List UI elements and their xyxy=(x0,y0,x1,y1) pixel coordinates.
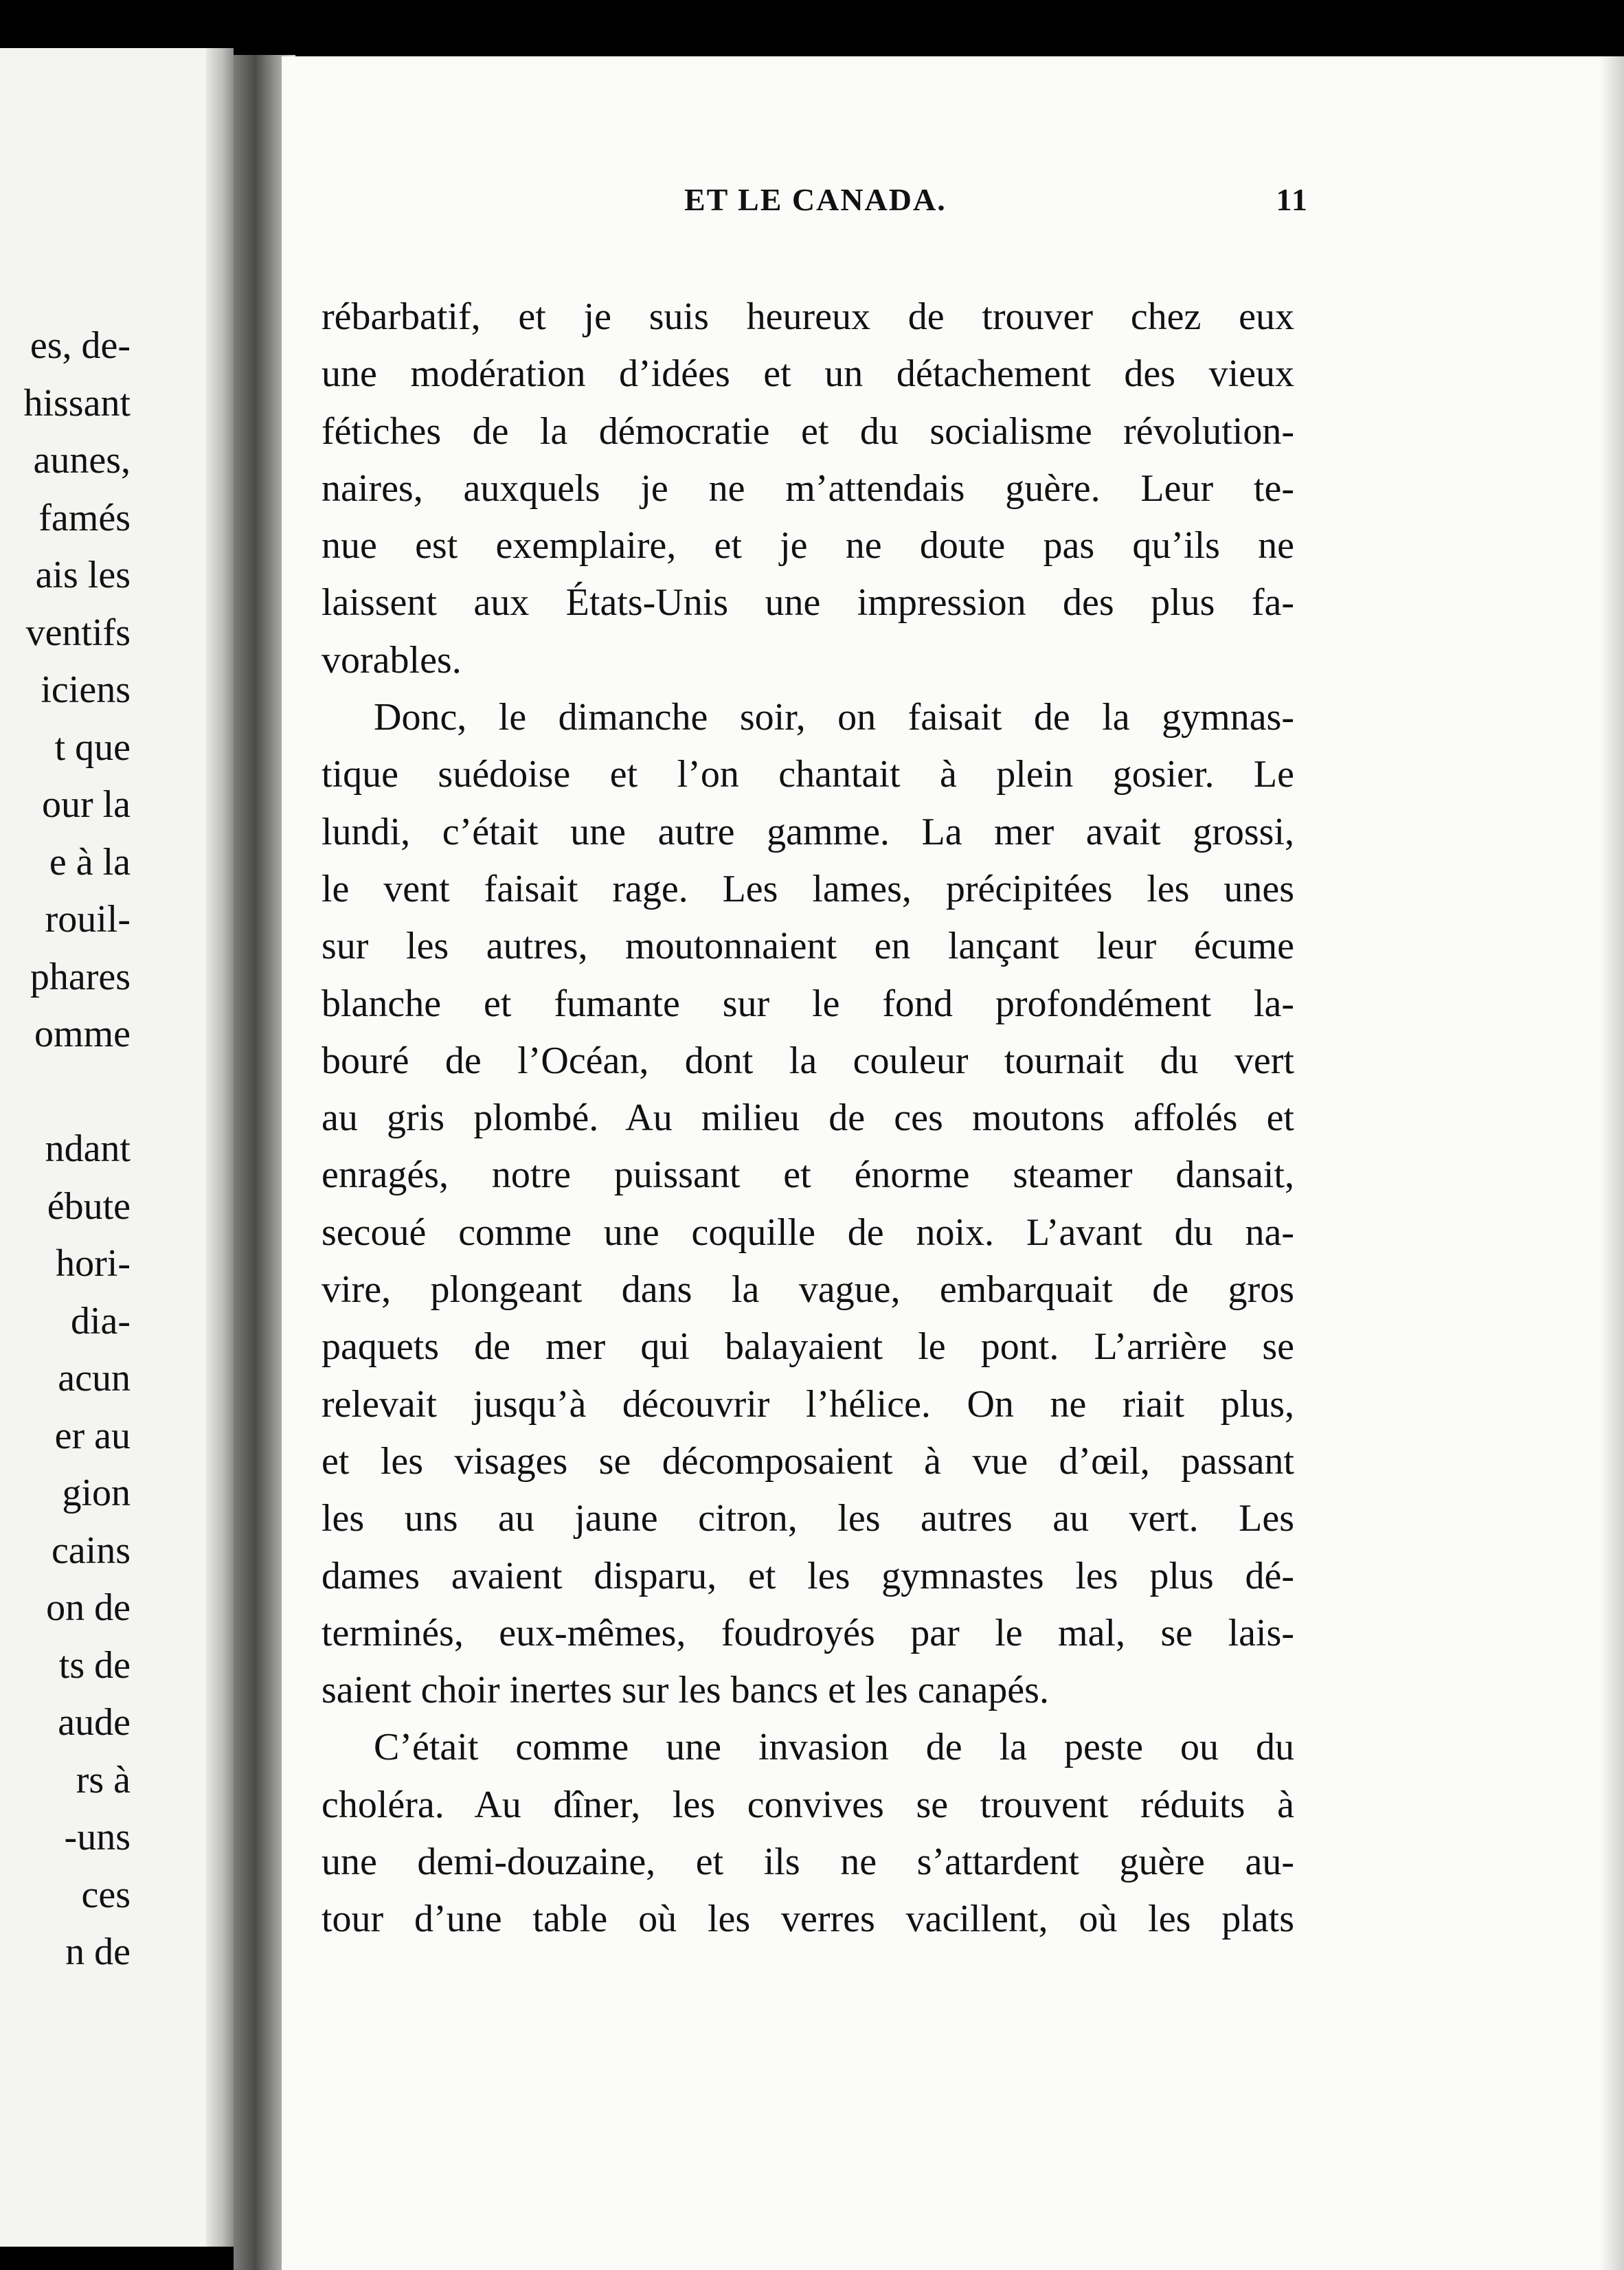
left-page-line: ts de xyxy=(58,1643,131,1687)
text-line: vorables. xyxy=(322,638,462,682)
left-page-line: rs à xyxy=(76,1758,131,1801)
page-header xyxy=(316,176,1309,231)
body-text xyxy=(322,289,1294,1948)
page-number: 11 xyxy=(1276,182,1309,217)
left-page-line: dia- xyxy=(70,1299,131,1342)
left-page-line: ces xyxy=(81,1873,131,1916)
left-page-line: phares xyxy=(30,955,131,998)
left-page-text xyxy=(0,317,131,1981)
left-page-line: omme xyxy=(34,1013,131,1055)
text-line: rébarbatif, et je suis heureux de trouver chez eux xyxy=(322,295,1294,338)
left-page-line: ndant xyxy=(45,1127,131,1170)
text-line: terminés, eux-mêmes, foudroyés par le mal, se lais- xyxy=(322,1611,1294,1654)
text-line: tour d’une table où les verres vacillent, où les plats xyxy=(322,1898,1294,1941)
text-line: et les visages se décomposaient à vue d’œil, passant xyxy=(322,1439,1294,1483)
text-line: secoué comme une coquille de noix. L’avant du na- xyxy=(322,1211,1294,1254)
left-page-line: rouil- xyxy=(45,898,131,941)
text-line: une modération d’idées et un détachement des vieux xyxy=(322,352,1294,396)
left-page-line: hissant xyxy=(23,381,131,425)
left-page-line: gion xyxy=(62,1472,131,1514)
text-line: une demi-douzaine, et ils ne s’attardent guère au- xyxy=(322,1841,1294,1884)
left-page-line: e à la xyxy=(49,840,131,884)
text-line: C’était comme une invasion de la peste ou du xyxy=(374,1726,1294,1769)
text-line: nue est exemplaire, et je ne doute pas qu’ils ne xyxy=(322,524,1294,568)
text-line: enragés, notre puissant et énorme steamer dansait, xyxy=(322,1154,1294,1197)
left-page-line: ébute xyxy=(47,1184,131,1228)
left-page-line: t que xyxy=(54,726,131,769)
text-line: Donc, le dimanche soir, on faisait de la gymnas- xyxy=(374,696,1294,739)
left-page-line: iciens xyxy=(41,668,131,711)
left-page xyxy=(0,48,234,2247)
text-line: laissent aux États-Unis une impression des plus fa- xyxy=(322,581,1294,625)
text-line: blanche et fumante sur le fond profondément la- xyxy=(322,982,1294,1025)
left-page-line: famés xyxy=(38,496,131,539)
text-line: les uns au jaune citron, les autres au vert. Les xyxy=(322,1497,1294,1540)
left-page-line: our la xyxy=(41,783,131,826)
left-page-line: er au xyxy=(54,1414,131,1457)
text-line: dames avaient disparu, et les gymnastes les plus dé- xyxy=(322,1554,1294,1597)
text-line: tique suédoise et l’on chantait à plein gosier. Le xyxy=(322,753,1294,796)
left-page-line: ventifs xyxy=(25,611,131,654)
left-page-line: cains xyxy=(51,1529,131,1572)
text-line: choléra. Au dîner, les convives se trouvent réduits à xyxy=(322,1783,1294,1826)
text-line: sur les autres, moutonnaient en lançant leur écume xyxy=(322,925,1294,968)
left-page-line: es, de- xyxy=(30,324,131,367)
left-page-line: -uns xyxy=(64,1816,131,1858)
left-page-line: aude xyxy=(58,1701,131,1744)
text-line: au gris plombé. Au milieu de ces moutons affolés et xyxy=(322,1097,1294,1140)
text-line: paquets de mer qui balayaient le pont. L’arrière se xyxy=(322,1325,1294,1369)
text-line: bouré de l’Océan, dont la couleur tournait du vert xyxy=(322,1039,1294,1082)
text-line: fétiches de la démocratie et du socialisme révolution- xyxy=(322,409,1294,453)
text-line: le vent faisait rage. Les lames, précipitées les unes xyxy=(322,867,1294,910)
left-page-line: aunes, xyxy=(33,439,131,482)
left-page-line xyxy=(0,1064,131,1121)
running-title: ET LE CANADA. xyxy=(684,182,947,217)
left-page-line: ais les xyxy=(35,554,131,596)
left-page-line: hori- xyxy=(56,1242,131,1285)
text-line: relevait jusqu’à découvrir l’hélice. On ne riait plus, xyxy=(322,1382,1294,1426)
text-line: lundi, c’était une autre gamme. La mer avait grossi, xyxy=(322,810,1294,853)
left-page-line: on de xyxy=(46,1586,131,1629)
right-page-edge xyxy=(1599,56,1624,2270)
text-line: saient choir inertes sur les bancs et les canapés. xyxy=(322,1669,1049,1712)
left-page-gutter-shadow xyxy=(206,48,234,2247)
left-page-line: acun xyxy=(58,1357,131,1400)
text-line: naires, auxquels je ne m’attendais guère. Leur te- xyxy=(322,467,1294,510)
left-page-line: n de xyxy=(65,1931,131,1973)
text-line: vire, plongeant dans la vague, embarquait de gros xyxy=(322,1268,1294,1312)
